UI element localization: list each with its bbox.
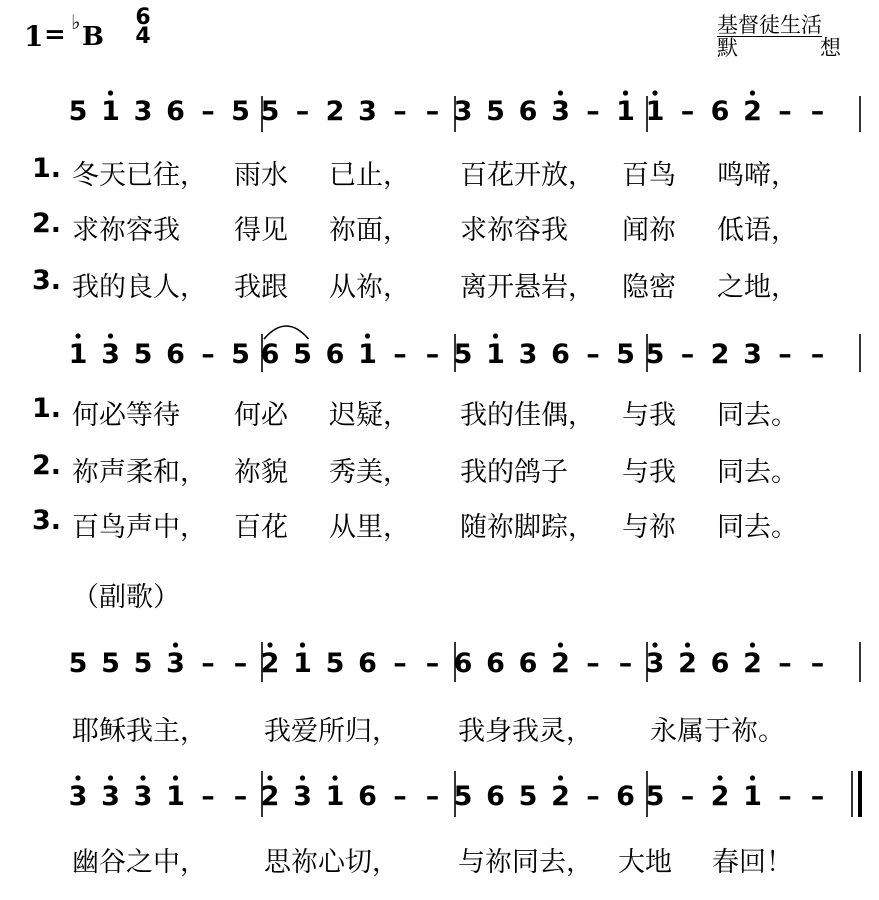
note: 3 [453, 96, 473, 127]
note: – [586, 648, 600, 679]
high-octave-dot [493, 333, 498, 338]
note: – [586, 96, 600, 127]
high-octave-dot [300, 642, 305, 647]
note: 6 [710, 96, 730, 127]
lyric-phrase: 迟疑， [329, 400, 410, 431]
lyric-phrase: 春回！ [712, 847, 793, 878]
lyric-line [32, 505, 832, 543]
lyric-phrase: 何必等待 [72, 400, 180, 431]
note: 6 [518, 648, 538, 679]
high-octave-dot [750, 642, 755, 647]
lyric-line [32, 265, 832, 303]
lyric-line [32, 208, 832, 246]
high-octave-dot [558, 90, 563, 95]
note: 1 [293, 648, 312, 679]
note: – [680, 96, 695, 127]
note: 2 [325, 96, 345, 127]
lyric-line [32, 153, 832, 191]
lyric-phrase: 与我 [622, 400, 676, 431]
note: 1 [486, 339, 505, 370]
lyric-phrase: 同去。 [717, 400, 798, 431]
verse-number: 3. [32, 505, 62, 536]
high-octave-dot [685, 642, 690, 647]
lyric-phrase: 与我 [622, 457, 676, 488]
lyric-phrase: 大地 [618, 847, 672, 878]
note: – [810, 781, 825, 812]
lyric-phrase: 我的佳偶， [460, 400, 595, 431]
lyric-phrase: 与祢同去， [458, 847, 593, 878]
note: 2 [260, 781, 280, 812]
author-char: 默 [717, 36, 738, 60]
flat-sign: ♭ [71, 10, 81, 34]
note: – [393, 96, 407, 127]
note: 5 [231, 96, 250, 127]
high-octave-dot [75, 775, 80, 780]
note: 6 [710, 648, 730, 679]
note: 3 [358, 96, 377, 127]
note: 5 [453, 339, 473, 370]
note: – [425, 781, 440, 812]
lyric-phrase: 雨水 [234, 160, 288, 191]
note: 3 [551, 96, 570, 127]
key-tonic: 1 [24, 20, 44, 53]
note: 5 [325, 648, 345, 679]
verse-number: 2. [32, 208, 62, 239]
lyric-phrase: 我身我灵， [458, 716, 593, 747]
lyric-line [32, 393, 832, 431]
lyric-phrase: 同去。 [717, 457, 798, 488]
high-octave-dot [108, 333, 113, 338]
lyric-phrase: 何必 [234, 400, 288, 431]
note: 5 [68, 96, 88, 127]
note: 5 [453, 781, 473, 812]
high-octave-dot [652, 642, 657, 647]
note: 6 [518, 96, 538, 127]
lyric-phrase: 已止， [329, 160, 410, 191]
note: 6 [358, 648, 377, 679]
high-octave-dot [750, 775, 755, 780]
lyric-phrase: 低语， [717, 215, 798, 246]
note: 1 [616, 96, 635, 127]
verse-number: 2. [32, 450, 62, 481]
high-octave-dot [558, 642, 563, 647]
high-octave-dot [140, 775, 145, 780]
lyric-phrase: 之地， [717, 272, 798, 303]
note: 3 [518, 339, 538, 370]
time-signature-bottom: 4 [135, 24, 151, 49]
lyric-phrase: 祢貌 [234, 457, 288, 488]
note: 6 [551, 339, 570, 370]
note: 1 [358, 339, 377, 370]
note: – [778, 96, 792, 127]
lyric-phrase: 从祢， [329, 272, 410, 303]
note: 3 [68, 781, 88, 812]
key-note: B [82, 22, 104, 52]
note: 2 [743, 648, 762, 679]
high-octave-dot [173, 775, 178, 780]
lyric-phrase: 我跟 [234, 272, 288, 303]
high-octave-dot [558, 775, 563, 780]
lyric-phrase: 百鸟声中， [72, 512, 207, 543]
high-octave-dot [365, 333, 370, 338]
note: 5 [133, 339, 153, 370]
note: – [233, 781, 248, 812]
lyric-phrase: 离开悬岩， [460, 272, 595, 303]
note: – [680, 781, 695, 812]
note: 5 [260, 96, 280, 127]
note: – [201, 339, 215, 370]
author-char: 想 [820, 36, 841, 60]
note: 5 [101, 648, 120, 679]
note: 3 [101, 339, 120, 370]
lyric-phrase: 鸣啼， [717, 160, 798, 191]
lyric-phrase: 幽谷之中， [72, 847, 207, 878]
note: 6 [453, 648, 473, 679]
note: – [778, 781, 792, 812]
note: – [810, 648, 825, 679]
note: 5 [486, 96, 505, 127]
note: – [680, 339, 695, 370]
verse-number: 3. [32, 265, 62, 296]
note: – [393, 781, 407, 812]
high-octave-dot [717, 775, 722, 780]
note: – [425, 339, 440, 370]
note: – [393, 339, 407, 370]
lyric-phrase: 我爱所归， [264, 716, 399, 747]
high-octave-dot [108, 90, 113, 95]
tie-arc [264, 326, 309, 339]
lyric-line [72, 840, 832, 878]
note: 3 [743, 339, 762, 370]
high-octave-dot [108, 775, 113, 780]
note: 3 [645, 648, 665, 679]
high-octave-dot [75, 333, 80, 338]
note: – [201, 648, 215, 679]
note: – [618, 648, 633, 679]
verse-number: 1. [32, 393, 62, 424]
note: – [810, 96, 825, 127]
lyric-phrase: 我的良人， [72, 272, 207, 303]
note: 6 [358, 781, 377, 812]
lyric-phrase: 思祢心切， [264, 847, 399, 878]
note: – [810, 339, 825, 370]
note: 5 [518, 781, 538, 812]
note: – [586, 339, 600, 370]
note: 6 [616, 781, 635, 812]
lyric-phrase: 百花开放， [460, 160, 595, 191]
high-octave-dot [332, 775, 337, 780]
note: 3 [133, 781, 153, 812]
note: – [425, 96, 440, 127]
chorus-label: （副歌） [72, 582, 180, 613]
high-octave-dot [267, 642, 272, 647]
lyric-phrase: 求祢容我 [72, 215, 180, 246]
song-source-text: 基督徒生活 [717, 13, 822, 37]
lyric-phrase: 同去。 [717, 512, 798, 543]
note: 3 [166, 648, 185, 679]
note: 6 [486, 648, 505, 679]
note: – [778, 339, 792, 370]
note: 2 [551, 781, 570, 812]
verse-number: 1. [32, 153, 62, 184]
note: 1 [645, 96, 665, 127]
note: 1 [166, 781, 185, 812]
note: 2 [743, 96, 762, 127]
lyric-phrase: 祢面， [329, 215, 410, 246]
key-equals: = [44, 20, 66, 50]
note: 6 [166, 96, 185, 127]
note: 3 [293, 781, 312, 812]
lyric-phrase: 百鸟 [622, 160, 676, 191]
lyric-phrase: 我的鸽子 [460, 457, 568, 488]
note: 1 [68, 339, 88, 370]
note: – [233, 648, 248, 679]
lyric-phrase: 求祢容我 [460, 215, 568, 246]
note: 5 [645, 781, 665, 812]
note: 2 [260, 648, 280, 679]
note: 2 [710, 781, 730, 812]
note: 3 [133, 96, 153, 127]
high-octave-dot [652, 90, 657, 95]
note: 2 [678, 648, 697, 679]
note: 5 [616, 339, 635, 370]
note: 1 [743, 781, 762, 812]
high-octave-dot [300, 775, 305, 780]
lyric-phrase: 随祢脚踪， [460, 512, 595, 543]
note: 1 [101, 96, 120, 127]
note: – [425, 648, 440, 679]
high-octave-dot [173, 642, 178, 647]
note: – [586, 781, 600, 812]
lyric-phrase: 与祢 [622, 512, 676, 543]
note: – [393, 648, 407, 679]
note: 6 [260, 339, 280, 370]
note: – [201, 781, 215, 812]
note: 1 [325, 781, 345, 812]
note: 5 [645, 339, 665, 370]
note: 2 [551, 648, 570, 679]
note: 6 [166, 339, 185, 370]
lyric-phrase: 百花 [234, 512, 288, 543]
note: 2 [710, 339, 730, 370]
lyric-phrase: 耶稣我主， [72, 716, 207, 747]
lyric-phrase: 从里， [329, 512, 410, 543]
lyric-phrase: 得见 [234, 215, 288, 246]
lyric-phrase: 永属于祢。 [650, 716, 785, 747]
lyric-phrase: 隐密 [622, 272, 676, 303]
note: – [295, 96, 310, 127]
note: 6 [486, 781, 505, 812]
note: 5 [231, 339, 250, 370]
lyric-line [32, 450, 832, 488]
lyric-phrase: 闻祢 [622, 215, 676, 246]
note: 3 [101, 781, 120, 812]
lyric-line [72, 709, 832, 747]
time-signature-top: 6 [135, 5, 151, 30]
lyric-phrase: 秀美， [329, 457, 410, 488]
high-octave-dot [623, 90, 628, 95]
note: 5 [133, 648, 153, 679]
note: 5 [68, 648, 88, 679]
note: – [201, 96, 215, 127]
lyric-phrase: 祢声柔和， [72, 457, 207, 488]
lyric-phrase: 冬天已往， [72, 160, 207, 191]
note: – [778, 648, 792, 679]
high-octave-dot [267, 775, 272, 780]
note: 6 [325, 339, 345, 370]
note: 5 [293, 339, 312, 370]
high-octave-dot [750, 90, 755, 95]
